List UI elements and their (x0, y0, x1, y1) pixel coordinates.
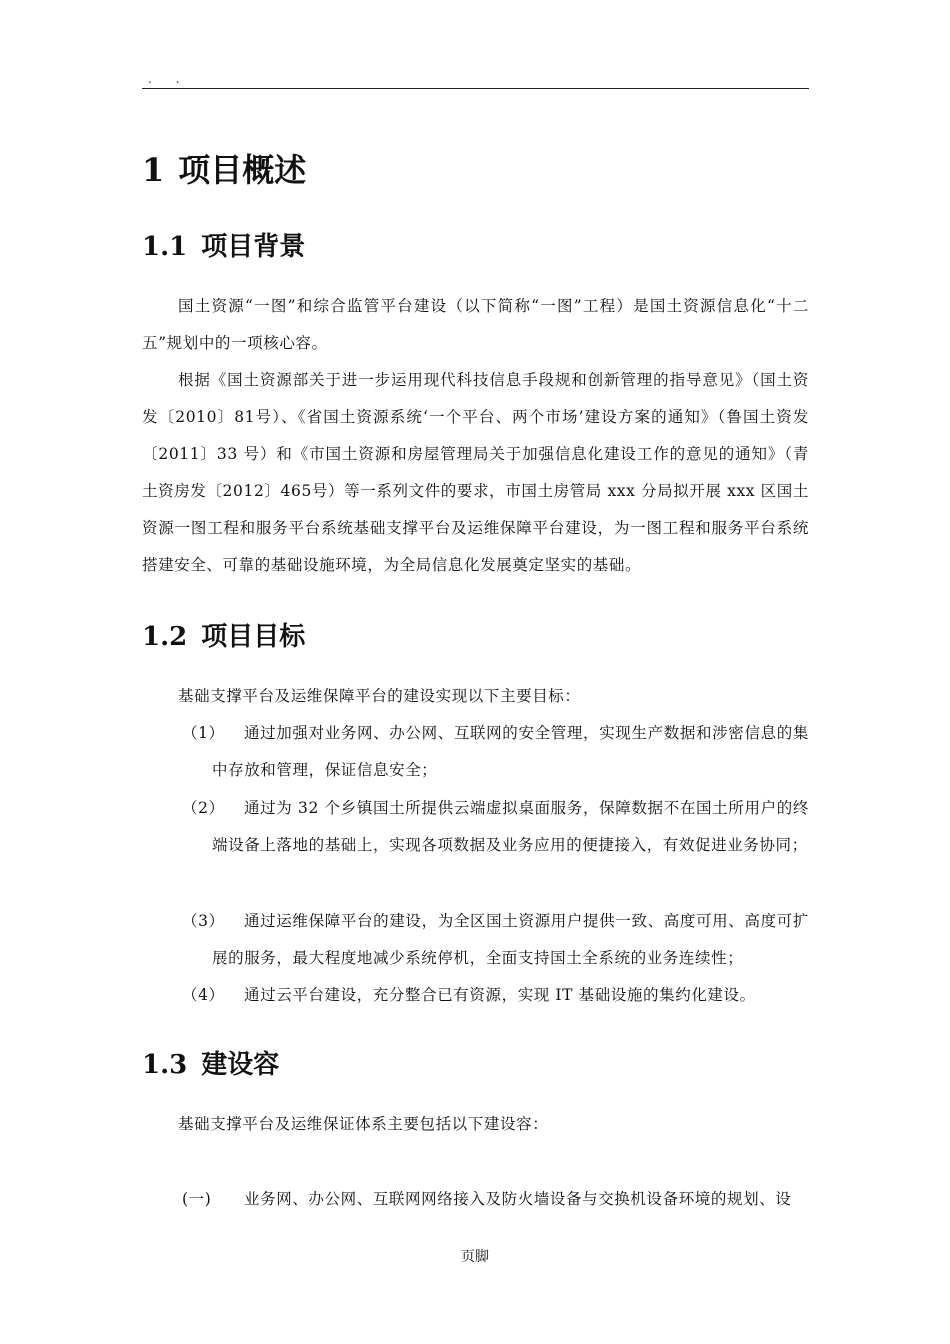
section-title: 项目目标 (201, 622, 306, 652)
chapter-number: 1 (142, 151, 165, 189)
section-heading-goals (142, 616, 305, 653)
header-rule (142, 88, 809, 89)
chapter-title: 项目概述 (178, 151, 307, 189)
section-heading-background (142, 226, 305, 263)
background-paragraph-1: 国土资源“一图”和综合监管平台建设（以下简称“一图”工程）是国土资源信息化“十二五”规划中的一项核心容。 (142, 297, 809, 352)
construction-marker: (一) (182, 1190, 212, 1208)
section-heading-construction (142, 1044, 279, 1081)
goal-text: 通过云平台建设，充分整合已有资源，实现 IT 基础设施的集约化建设。 (244, 986, 756, 1004)
goal-text: 通过运维保障平台的建设，为全区国土资源用户提供一致、高度可用、高度可扩展的服务，最大程度地减少系统停机，全面支持国土全系统的业务连续性； (212, 912, 809, 967)
goal-text: 通过加强对业务网、办公网、互联网的安全管理，实现生产数据和涉密信息的集中存放和管理，保证信息安全； (212, 724, 809, 779)
goal-marker: （2） (182, 799, 225, 817)
goal-marker: （4） (182, 986, 225, 1004)
construction-text: 业务网、办公网、互联网网络接入及防火墙设备与交换机设备环境的规划、设 (244, 1190, 792, 1208)
goal-item (182, 977, 809, 1014)
goals-intro: 基础支撑平台及运维保障平台的建设实现以下主要目标： (178, 687, 581, 705)
section-number: 1.3 (142, 1050, 188, 1080)
page-footer: 页脚 (461, 1249, 489, 1265)
chapter-heading (142, 145, 306, 191)
goal-text: 通过为 32 个乡镇国土所提供云端虚拟桌面服务，保障数据不在国土所用户的终端设备上落地的基础上，实现各项数据及业务应用的便捷接入，有效促进业务协同； (212, 799, 809, 854)
goal-item (182, 903, 809, 977)
section-title: 建设容 (201, 1050, 280, 1080)
section-title: 项目背景 (201, 232, 306, 262)
construction-intro: 基础支撑平台及运维保证体系主要包括以下建设容： (178, 1115, 549, 1133)
goal-item (182, 715, 809, 789)
goal-marker: （1） (182, 724, 225, 742)
header-marks: . . (148, 72, 190, 86)
construction-item (182, 1181, 809, 1218)
section-number: 1.1 (142, 232, 188, 262)
goal-marker: （3） (182, 912, 225, 930)
background-paragraph-2: 根据《国土资源部关于进一步运用现代科技信息手段规和创新管理的指导意见》（国土资发〔2010〕81号）、《省国土资源系统‘一个平台、两个市场’建设方案的通知》（鲁国土资发〔2011〕33 号）和《市国土资源和房屋管理局关于加强信息化建设工作的意见的通知》（青土资房发〔2012〕465号）等一系列文件的要求，市国土房管局 xxx 分局拟开展 xxx 区国土资源一图工程和服务平台系统基础支撑平台及运维保障平台建设，为一图工程和服务平台系统搭建安全、可靠的基础设施环境，为全局信息化发展奠定坚实的基础。 (142, 371, 809, 574)
section-number: 1.2 (142, 622, 188, 652)
goal-item (182, 790, 809, 864)
